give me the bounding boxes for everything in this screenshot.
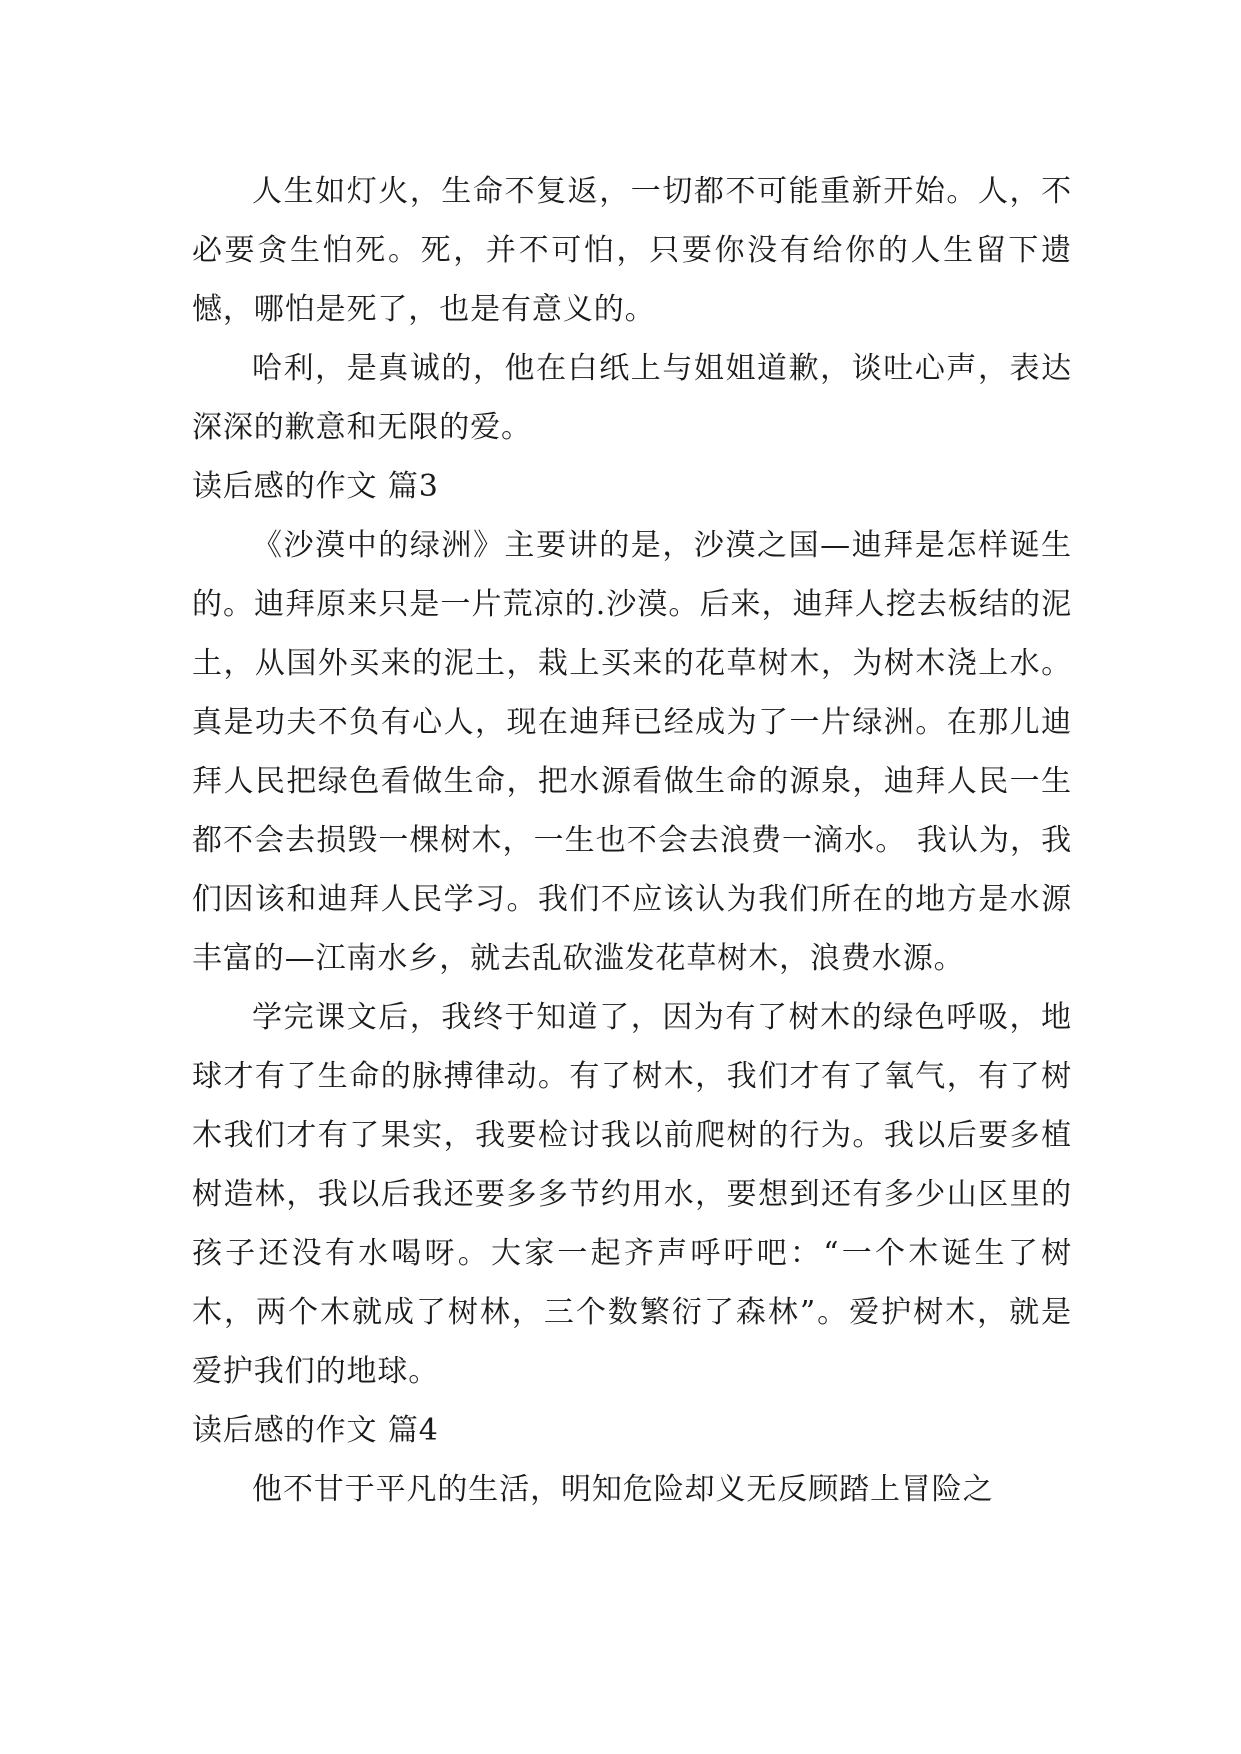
section-heading-3: 读后感的作文 篇3 — [192, 469, 439, 504]
section-heading-4: 读后感的作文 篇4 — [192, 1413, 439, 1448]
paragraph-life-like-lamp: 人生如灯火，生命不复返，一切都不可能重新开始。人，不必要贪生怕死。死，并不可怕，只要你没有给你的人生留下遗憾，哪怕是死了，也是有意义的。 — [192, 174, 1072, 327]
document-body — [192, 162, 1072, 1519]
paragraph-desert-oasis: 《沙漠中的绿洲》主要讲的是，沙漠之国—迪拜是怎样诞生的。迪拜原来只是一片荒凉的.沙漠。后来，迪拜人挖去板结的泥土，从国外买来的泥土，栽上买来的花草树木，为树木浇上水。真是功夫不负有心人，现在迪拜已经成为了一片绿洲。在那儿迪拜人民把绿色看做生命，把水源看做生命的源泉，迪拜人民一生都不会去损毁一棵树木，一生也不会去浪费一滴水。 我认为，我们因该和迪拜人民学习。我们不应该认为我们所在的地方是水源丰富的—江南水乡，就去乱砍滥发花草树木，浪费水源。 — [192, 528, 1072, 976]
paragraph-adventure-start: 他不甘于平凡的生活，明知危险却义无反顾踏上冒险之 — [252, 1472, 994, 1507]
paragraph-after-lesson: 学完课文后，我终于知道了，因为有了树木的绿色呼吸，地球才有了生命的脉搏律动。有了树木，我们才有了氧气，有了树木我们才有了果实，我要检讨我以前爬树的行为。我以后要多植树造林，我以后我还要多多节约用水，要想到还有多少山区里的孩子还没有水喝呀。大家一起齐声呼吁吧：“一个木诞生了树木，两个木就成了树林，三个数繁衍了森林”。爱护树木，就是爱护我们的地球。 — [192, 1000, 1072, 1389]
paragraph-harry-apology: 哈利，是真诚的，他在白纸上与姐姐道歉，谈吐心声，表达深深的歉意和无限的爱。 — [192, 351, 1072, 445]
